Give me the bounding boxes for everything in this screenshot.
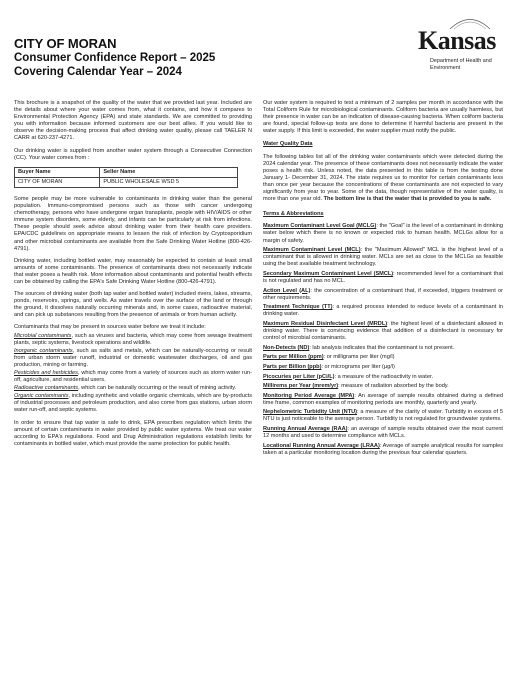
term-definition — [263, 288, 503, 302]
term-definition — [263, 383, 503, 390]
term-name: Action Level (AL) — [263, 287, 311, 294]
term-name: Maximum Contaminant Level (MCL) — [263, 247, 361, 254]
term-name: Maximum Residual Disinfectant Level (MRDL) — [263, 320, 388, 327]
terms-heading: Terms & Abbreviations — [263, 211, 324, 218]
water-quality-heading: Water Quality Data — [263, 141, 313, 148]
contaminant-item — [14, 333, 252, 347]
term-text: : the "Goal" is the level of a contaminant in drinking water below which there is no known or expected risk to human health. MCLGs allow for a margin of safety. — [263, 223, 503, 244]
contaminant-item — [14, 385, 252, 392]
sources-paragraph: The sources of drinking water (both tap water and bottled water) included rivers, lakes, streams, ponds, reservoirs, springs, and wells. As water travels over the surface of the land or through the ground, it dissolves naturally occurring minerals and, in some cases, radioactive material, and can pick up substances resulting from the presence of animals or from human activity. — [14, 291, 252, 319]
contaminant-text: , which may come from a variety of sources such as storm water run-off, agriculture, and residential users. — [14, 370, 252, 384]
contaminant-item — [14, 348, 252, 369]
contaminant-text: , such as salts and metals, which can be naturally-occurring or result from urban storm water runoff, industrial or domestic wastewater discharges, oil and gas production, mining or farming. — [14, 347, 252, 368]
term-name: Monitoring Period Average (MPA) — [263, 392, 355, 399]
term-text: : Average of sample analytical results for samples taken at a particular monitoring location during the previous four calendar quarters. — [263, 442, 503, 456]
term-text: : a measure of the radioactivity in water. — [334, 373, 434, 380]
term-definition — [263, 374, 503, 381]
vulnerable-paragraph: Some people may be more vulnerable to contaminants in drinking water than the general population. Immuno-compromised persons such as those with cancer undergoing chemotherapy, persons who have undergone organ transplants, people with HIV/AIDS or other immune system disorders, some elderly, and infants can be particularly at risk from infections. These people should seek advice about drinking water from their health care providers. EPA/CDC guidelines on appropriate means to lessen the risk of infection by Cryptosporidium and other microbial contaminants are available from the Safe Drinking Water Hotline (800-426-4791). — [14, 195, 252, 252]
term-definition — [263, 409, 503, 423]
contaminant-text: , which can be naturally occurring or the result of mining activity. — [78, 385, 237, 392]
term-text: : a measure of the clarity of water. Turbidity in excess of 5 NTU is just noticeable to the average person. Turbidity is not regulated for groundwater systems. — [263, 409, 504, 423]
term-definition — [263, 321, 503, 342]
term-text: : the concentration of a contaminant that, if exceeded, triggers treatment or other requirements. — [263, 287, 504, 301]
kdhe-logo — [404, 14, 504, 84]
contaminant-text: , such as viruses and bacteria, which may come from sewage treatment plants, septic systems, livestock operations and wildlife. — [14, 332, 252, 346]
term-name: Millirems per Year (mrem/yr) — [263, 383, 339, 390]
term-name: Running Annual Average (RAA) — [263, 426, 348, 433]
buyer-seller-table — [14, 167, 238, 188]
intro-paragraph: This brochure is a snapshot of the quality of the water that we provided last year. Included are the details about where your water comes from, what it contains, and how it compares to Environmental Protection Agency (EPA) and state standards. We are committed to providing you with information because informed customers are our best allies. If you would like to observe the decision-making process that affect drinking water quality, please call TAELER N CARR at 620-237-4271. — [14, 100, 252, 142]
contaminant-item — [14, 370, 252, 384]
term-name: Maximum Contaminant Level Goal (MCLG) — [263, 223, 377, 230]
term-definition — [263, 364, 503, 371]
seller-cell: PUBLIC WHOLESALE WSD 5 — [100, 177, 238, 187]
term-name: Parts per Million (ppm) — [263, 354, 324, 361]
term-name: Locational Running Annual Average (LRAA) — [263, 442, 380, 449]
city-title: CITY OF MORAN — [14, 36, 117, 51]
contaminant-term: Inorganic contaminants — [14, 347, 73, 354]
left-column — [14, 100, 252, 453]
term-name: Parts per Billion (ppb) — [263, 363, 322, 370]
water-quality-text: The following tables list all of the drinking water contaminants which were detected during the 2024 calendar year. The presence of these contaminants does not necessarily indicate the water poses a health risk. Unless noted, the data presented in this table is from the testing done January 1- December 31, 2024. The state requires us to monitor for certain contaminants less than once per year because the concentrations of these contaminants are not expected to vary significantly from year to year. Some of the data, though representative of the water quality, is more than one year old. — [263, 153, 503, 203]
term-text: : An average of sample results obtained during a defined time frame, common examples of monitoring periods are monthly, quarterly and yearly. — [263, 392, 503, 406]
term-text: : the highest level of a disinfectant allowed in drinking water. There is convincing evidence that addition of a disinfectant is necessary for control of microbial contaminants. — [263, 320, 504, 342]
term-name: Nephelometric Turbidity Unit (NTU) — [263, 409, 358, 416]
term-name: Picocuries per Liter (pCi/L) — [263, 373, 335, 380]
right-column — [263, 100, 503, 459]
term-name: Secondary Maximum Contaminant Level (SMCL) — [263, 270, 394, 277]
term-definition — [263, 223, 503, 244]
contaminant-term: Pesticides and herbicides — [14, 370, 78, 376]
term-text: : lab analysis indicates that the contaminant is not present. — [309, 344, 455, 351]
bottled-water-paragraph: Drinking water, including bottled water, may reasonably be expected to contain at least small amounts of some contaminants. The presence of contaminants does not necessarily indicate that water poses a health risk. More information about contaminants and potential health effects can be obtained by calling the EPA's Safe Drinking Water Hotline (800-426-4791). — [14, 257, 252, 285]
bottom-line-text: The bottom line is that the water that is provided to you is safe. — [323, 196, 492, 203]
term-definition — [263, 304, 503, 318]
terms-list — [263, 223, 503, 457]
term-definition — [263, 426, 503, 440]
contaminant-item — [14, 393, 252, 414]
contaminant-term: Microbial contaminants — [14, 332, 72, 339]
term-definition — [263, 345, 503, 352]
logo-name: Kansas — [418, 26, 496, 55]
term-name: Treatment Technique (TT) — [263, 304, 333, 311]
contaminant-text: , including synthetic and volatile organic chemicals, which are by-products of industrial processes and petroleum production, and also come from gas stations, urban storm water run-off, and septic systems. — [14, 393, 252, 414]
term-text: : an average of sample results obtained over the most current 12 months and used to determine compliance with MCLs. — [263, 426, 503, 440]
term-definition — [263, 354, 503, 361]
table-header-seller: Seller Name — [100, 167, 238, 177]
term-text: : a required process intended to reduce levels of a contaminant in drinking water. — [263, 304, 503, 318]
term-text: : measure of radiation absorbed by the body. — [338, 383, 449, 390]
report-title: Consumer Confidence Report – 2025 — [14, 52, 216, 64]
water-quality-paragraph — [263, 154, 503, 204]
contaminant-term: Radioactive contaminants — [14, 385, 79, 392]
logo-department: Department of Health and Environment — [430, 58, 492, 71]
term-definition — [263, 443, 503, 457]
term-text: : the "Maximum Allowed" MCL is the highest level of a contaminant that is allowed in drinking water. MCLs are set as close to the MCLGs as feasible using the best available treatment technology. — [263, 247, 503, 268]
term-text: : or micrograms per liter (µg/l) — [321, 363, 395, 370]
table-header-buyer: Buyer Name — [15, 167, 100, 177]
report-header — [14, 36, 215, 79]
testing-paragraph: Our water system is required to test a minimum of 2 samples per month in accordance with the Total Coliform Rule for microbiological contaminants. Coliform bacteria are usually harmless, but their presence in water can be an indication of disease-causing bacteria. When coliform bacteria are found, special follow-up tests are done to determine if harmful bacteria are present in the water supply. If this limit is exceeded, the water supplier must notify the public. — [263, 100, 503, 135]
term-text: : or milligrams per liter (mg/l) — [323, 354, 395, 361]
supply-paragraph: Our drinking water is supplied from another water system through a Consecutive Connection (CC). Your water comes from : — [14, 147, 252, 161]
contaminants-intro: Contaminants that may be present in sources water before we treat it include: — [14, 324, 206, 331]
buyer-cell: CITY OF MORAN — [15, 177, 100, 187]
covering-title: Covering Calendar Year – 2024 — [14, 66, 182, 78]
table-row — [15, 177, 238, 187]
epa-regulation-paragraph: In order to ensure that tap water is safe to drink, EPA prescribes regulation which limits the amount of certain contaminants in water provided by public water systems. We treat our water according to EPA's regulations. Food and Drug Administration regulations establish limits for contaminants in bottled water, which must provide the same protection for public health. — [14, 419, 252, 447]
term-definition — [263, 271, 503, 285]
term-name: Non-Detects (ND) — [263, 344, 310, 351]
contaminant-term: Organic contaminants — [14, 393, 69, 400]
term-definition — [263, 247, 503, 268]
term-text: : recommended level for a contaminant that is not regulated and has no MCL. — [263, 270, 503, 284]
term-definition — [263, 393, 503, 407]
